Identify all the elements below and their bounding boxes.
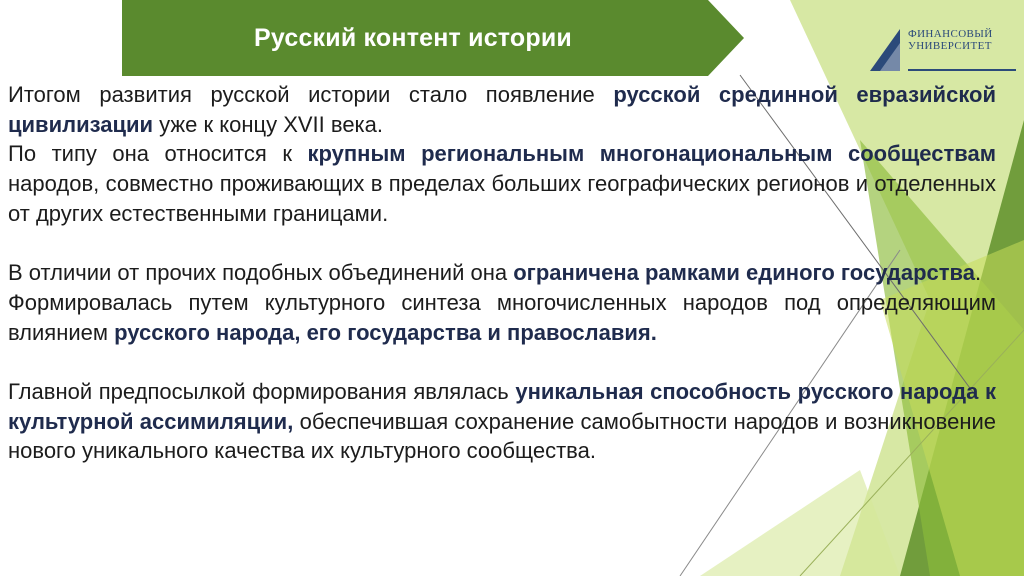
body-paragraph: [8, 139, 996, 228]
deco-shape-left: [0, 0, 130, 76]
logo-line-2: УНИВЕРСИТЕТ: [908, 40, 992, 52]
logo-text: [908, 28, 1023, 52]
body-text: народов, совместно проживающих в пределах больших географических регионов и отделенных от других естественными границами.: [8, 171, 996, 226]
body-text: Главной предпосылкой формирования являлась: [8, 379, 516, 404]
paragraph-gap: [8, 229, 996, 259]
body-text: Итогом развития русской истории стало появление: [8, 82, 614, 107]
body-paragraph: [8, 288, 996, 347]
highlighted-text: уникальная способность русского народа к культурной ассимиляции,: [8, 379, 996, 434]
body-text: Формировалась путем культурного синтеза многочисленных народов под определяющим влиянием: [8, 289, 996, 345]
slide-body: [8, 80, 996, 466]
body-paragraph: [8, 377, 996, 466]
body-text: обеспечившая сохранение самобытности народов и возникновение нового уникального качества их культурного сообщества.: [8, 408, 996, 464]
slide-title: Русский контент истории: [253, 23, 572, 52]
highlighted-text: ограничена рамками единого государства: [513, 260, 975, 286]
highlighted-text: русского народа, его государства и православия.: [114, 319, 657, 345]
highlighted-text: крупным региональным многонациональным сообществам: [307, 141, 996, 167]
highlighted-text: русской срединной евразийской цивилизации: [8, 82, 996, 137]
body-text: По типу она относится к: [8, 141, 308, 167]
body-text: уже к концу XVII века.: [153, 111, 384, 137]
paragraph-gap: [8, 347, 996, 377]
body-paragraph: [8, 80, 996, 139]
body-text: В отличии от прочих подобных объединений она: [8, 260, 514, 286]
body-text: .: [975, 260, 982, 286]
body-paragraph: [8, 258, 996, 288]
logo-line-1: ФИНАНСОВЫЙ: [908, 28, 993, 40]
